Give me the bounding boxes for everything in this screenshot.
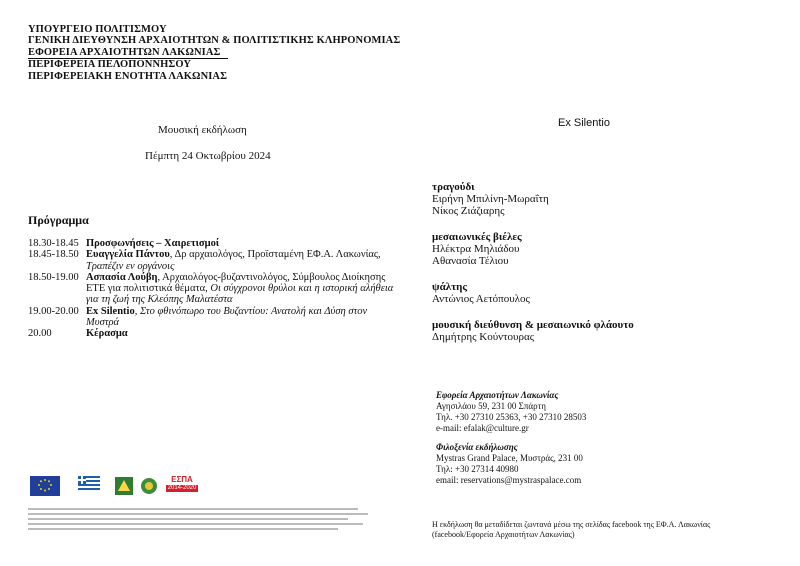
ensemble-name: Ex Silentio xyxy=(558,117,610,129)
performer-role: μουσική διεύθυνση & μεσαιωνικό φλάουτο xyxy=(432,319,634,331)
greek-flag-icon xyxy=(78,476,100,498)
performer-name: Ηλέκτρα Μηλιάδου xyxy=(432,243,520,255)
contact-line: Τηλ. +30 27310 25363, +30 27310 28503 xyxy=(436,412,587,422)
program-time: 18.30-18.45 xyxy=(28,238,79,249)
performer-role: ψάλτης xyxy=(432,281,468,293)
header-line: ΠΕΡΙΦΕΡΕΙΑΚΗ ΕΝΟΤΗΤΑ ΛΑΚΩΝΙΑΣ xyxy=(28,70,228,82)
program-talk-title: Οι σύγχρονοι θρύλοι και η ιστορική αλήθεια για τη ζωή της Κλεόπης Μαλατέστα xyxy=(86,283,394,306)
contact-line: Αγησιλάου 59, 231 00 Σπάρτη xyxy=(436,401,546,411)
program-time: 18.45-18.50 xyxy=(28,249,79,261)
program-item xyxy=(28,238,398,249)
program-talk-title: Τραπέζιν εν οργάνοις xyxy=(86,260,175,272)
performer-group xyxy=(432,231,522,267)
contact-block xyxy=(436,390,586,434)
event-type: Μουσική εκδήλωση xyxy=(158,124,247,136)
livestream-line: Η εκδήλωση θα μεταδίδεται ζωντανά μέσω της σελίδας facebook της ΕΦ.Α. Λακωνίας xyxy=(432,520,711,529)
fine-print-line xyxy=(28,528,338,530)
header-line: ΕΦΟΡΕΙΑ ΑΡΧΑΙΟΤΗΤΩΝ ΛΑΚΩΝΙΑΣ xyxy=(28,47,228,59)
program-item xyxy=(28,249,398,272)
header-line: ΠΕΡΙΦΕΡΕΙΑ ΠΕΛΟΠΟΝΝΗΣΟΥ xyxy=(28,59,192,71)
program-item xyxy=(28,306,398,329)
espa-text: ΕΣΠΑ xyxy=(171,475,193,484)
ministry-header xyxy=(28,24,400,82)
program-speaker: Ασπασία Λούβη xyxy=(86,271,158,283)
performer-name: Αθανασία Τέλιου xyxy=(432,255,509,267)
fine-print-line xyxy=(28,523,363,525)
contact-title: Φιλοξενία εκδήλωσης xyxy=(436,442,518,452)
performer-name: Δημήτρης Κούντουρας xyxy=(432,331,535,343)
livestream-link[interactable]: (facebook/Εφορεία Αρχαιοτήτων Λακωνίας) xyxy=(432,530,575,539)
program-speaker: Προσφωνήσεις – Χαιρετισμοί xyxy=(86,238,220,249)
contact-line: Mystras Grand Palace, Μυστράς, 231 00 xyxy=(436,453,583,463)
header-line: ΓΕΝΙΚΗ ΔΙΕΥΘΥΝΣΗ ΑΡΧΑΙΟΤΗΤΩΝ & ΠΟΛΙΤΙΣΤΙΚΗΣ ΚΛΗΡΟΝΟΜΙΑΣ xyxy=(28,35,401,47)
espa-logo xyxy=(166,476,198,498)
performer-group xyxy=(432,181,549,217)
program-item xyxy=(28,272,398,306)
program-speaker: Ευαγγελία Πάντου xyxy=(86,249,170,261)
program-description: , Δρ αρχαιολόγος, Προϊσταμένη ΕΦ.Α. Λακωνίας, xyxy=(169,249,381,261)
program-speaker: Ex Silentio xyxy=(86,305,135,317)
program-item xyxy=(28,328,398,339)
performer-name: Νίκος Ζιάζιαρης xyxy=(432,205,505,217)
contact-block xyxy=(436,442,583,486)
leader-logo-icon xyxy=(114,476,134,498)
performer-role: τραγούδι xyxy=(432,181,475,193)
fine-print-line xyxy=(28,508,358,510)
performer-name: Αντώνιος Αετόπουλος xyxy=(432,293,530,305)
header-line: ΥΠΟΥΡΓΕΙΟ ΠΟΛΙΤΙΣΜΟΥ xyxy=(28,24,167,35)
performer-role: μεσαιωνικές βιέλες xyxy=(432,231,522,243)
event-date: Πέμπτη 24 Οκτωβρίου 2024 xyxy=(145,150,271,162)
program-list xyxy=(28,238,398,340)
program-time: 20.00 xyxy=(28,328,52,340)
livestream-note xyxy=(432,520,710,540)
eu-flag-icon xyxy=(30,476,60,498)
fine-print-line xyxy=(28,513,368,515)
program-description: , Αρχαιολόγος-βυζαντινολόγος, Σύμβουλος Διοίκησης ΕΤΕ για πολιτιστικά θέματα, xyxy=(86,271,386,295)
program-time: 19.00-20.00 xyxy=(28,305,79,317)
contact-line: Τηλ: +30 27314 40980 xyxy=(436,464,519,474)
performer-group xyxy=(432,281,530,305)
contact-email[interactable]: e-mail: efalak@culture.gr xyxy=(436,423,529,433)
contact-title: Εφορεία Αρχαιοτήτων Λακωνίας xyxy=(436,390,559,400)
funding-fine-print xyxy=(28,505,368,533)
espa-years: 2014-2020 xyxy=(167,485,197,491)
performer-group xyxy=(432,319,634,343)
program-description: , xyxy=(134,305,140,317)
fine-print-line xyxy=(28,518,348,520)
program-speaker: Κέρασμα xyxy=(86,328,128,340)
program-title: Πρόγραμμα xyxy=(28,213,89,227)
program-time: 18.50-19.00 xyxy=(28,271,79,283)
performer-name: Ειρήνη Μπιλίνη-Μωραΐτη xyxy=(432,193,549,205)
contact-email[interactable]: email: reservations@mystraspalace.com xyxy=(436,475,582,485)
region-logo-icon xyxy=(138,476,160,498)
program-talk-title: Στο φθινόπωρο του Βυζαντίου: Ανατολή και Δύση στον Μυστρά xyxy=(86,305,368,329)
